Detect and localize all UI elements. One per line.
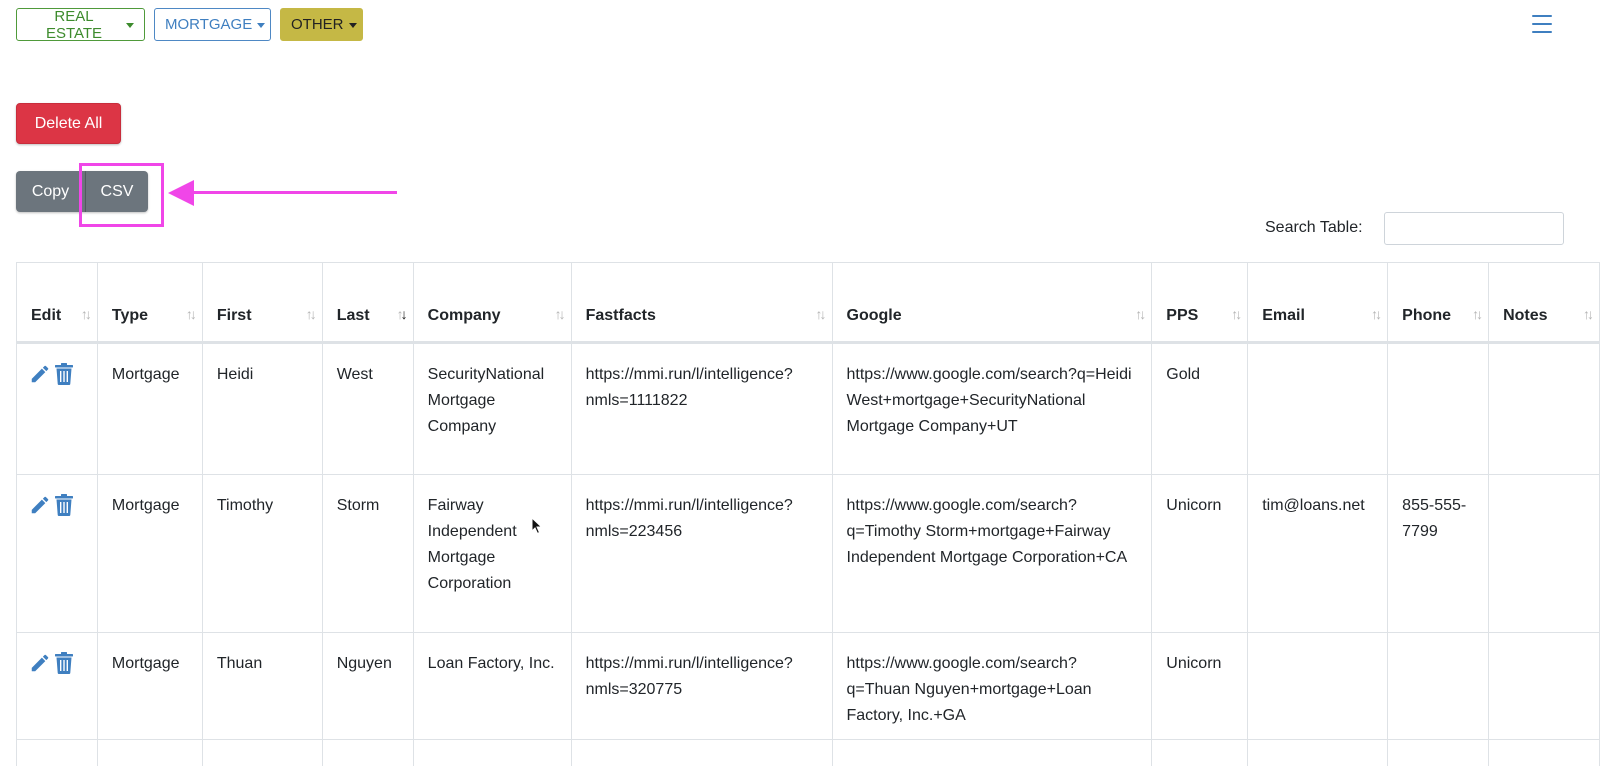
cell-email	[1248, 633, 1388, 740]
column-header-type[interactable]: Type ↑↓	[97, 263, 202, 343]
cell-first: Timothy	[202, 475, 322, 633]
csv-button[interactable]: CSV	[86, 171, 148, 212]
sort-arrows-icon: ↑↓	[1583, 306, 1591, 322]
cell-email: tim@loans.net	[1248, 475, 1388, 633]
edit-cell	[17, 475, 98, 633]
column-header-notes[interactable]: Notes ↑↓	[1489, 263, 1600, 343]
cell-google: https://www.google.com/search?q=Timothy Storm+mortgage+Fairway Independent Mortgage Corporation+CA	[832, 475, 1152, 633]
table-row	[17, 633, 1600, 740]
caret-down-icon	[257, 23, 265, 28]
table-header-row	[17, 263, 1600, 343]
data-table	[16, 262, 1600, 766]
nav-mortgage-dropdown[interactable]	[154, 8, 271, 41]
cell-pps: Gold	[1152, 343, 1248, 475]
caret-down-icon	[126, 23, 134, 28]
nav-real-estate-label: REAL ESTATE	[45, 7, 103, 42]
cell-type: Mortgage	[97, 633, 202, 740]
cell-last: Nguyen	[322, 633, 413, 740]
export-button-group	[16, 171, 148, 212]
sort-arrows-icon: ↑↓	[1135, 306, 1144, 322]
cell-fastfacts: https://mmi.run/l/intelligence?nmls=223456	[571, 475, 832, 633]
edit-cell	[17, 633, 98, 740]
cell-phone: 855-555-7799	[1388, 475, 1489, 633]
column-header-email[interactable]: Email ↑↓	[1248, 263, 1388, 343]
cell-notes	[1489, 475, 1600, 633]
table-row	[17, 343, 1600, 475]
column-header-edit[interactable]: Edit ↑↓	[17, 263, 98, 343]
cell-notes	[1489, 343, 1600, 475]
sort-arrows-icon: ↑↓	[1371, 306, 1380, 322]
cell-last: Storm	[322, 475, 413, 633]
cell-first: Thuan	[202, 633, 322, 740]
cell-pps: Unicorn	[1152, 475, 1248, 633]
sort-arrows-icon: ↑↓	[305, 306, 314, 322]
sort-arrows-icon: ↑↓	[1472, 306, 1481, 322]
table-row	[17, 475, 1600, 633]
column-header-phone[interactable]: Phone ↑↓	[1388, 263, 1489, 343]
nav-real-estate-dropdown[interactable]	[16, 8, 145, 41]
cell-company: Loan Factory, Inc.	[413, 633, 571, 740]
trash-icon[interactable]	[55, 363, 73, 394]
column-header-first[interactable]: First ↑↓	[202, 263, 322, 343]
pencil-icon[interactable]	[29, 494, 51, 525]
sort-arrows-icon: ↑↓	[396, 306, 405, 322]
cell-first: Heidi	[202, 343, 322, 475]
cell-fastfacts: https://mmi.run/l/intelligence?nmls=320775	[571, 633, 832, 740]
column-header-company[interactable]: Company ↑↓	[413, 263, 571, 343]
cell-company: SecurityNational Mortgage Company	[413, 343, 571, 475]
cell-type: Mortgage	[97, 475, 202, 633]
search-input[interactable]	[1384, 212, 1564, 245]
search-label: Search Table:	[1265, 219, 1363, 236]
cell-phone	[1388, 343, 1489, 475]
column-header-last[interactable]: Last ↑↓	[322, 263, 413, 343]
cell-type: Mortgage	[97, 343, 202, 475]
trash-icon[interactable]	[55, 652, 73, 683]
trash-icon[interactable]	[55, 494, 73, 525]
column-header-pps[interactable]: PPS ↑↓	[1152, 263, 1248, 343]
cell-pps: Unicorn	[1152, 633, 1248, 740]
copy-button[interactable]: Copy	[16, 171, 86, 212]
mouse-cursor-icon	[531, 517, 543, 535]
column-header-fastfacts[interactable]: Fastfacts ↑↓	[571, 263, 832, 343]
hamburger-menu-icon[interactable]	[1532, 15, 1552, 33]
table-row	[17, 740, 1600, 766]
annotation-arrow-line	[190, 191, 397, 194]
edit-cell	[17, 343, 98, 475]
sort-arrows-icon: ↑↓	[554, 306, 563, 322]
sort-arrows-icon: ↑↓	[1231, 306, 1240, 322]
column-header-google[interactable]: Google ↑↓	[832, 263, 1152, 343]
cell-email	[1248, 343, 1388, 475]
cell-notes	[1489, 633, 1600, 740]
cell-google: https://www.google.com/search?q=Thuan Nguyen+mortgage+Loan Factory, Inc.+GA	[832, 633, 1152, 740]
nav-mortgage-label: MORTGAGE	[165, 16, 253, 33]
cell-google: https://www.google.com/search?q=Heidi West+mortgage+SecurityNational Mortgage Company+UT	[832, 343, 1152, 475]
pencil-icon[interactable]	[29, 652, 51, 683]
caret-down-icon	[349, 23, 357, 28]
sort-arrows-icon: ↑↓	[185, 306, 194, 322]
delete-all-button[interactable]: Delete All	[16, 103, 121, 144]
cell-fastfacts: https://mmi.run/l/intelligence?nmls=1111822	[571, 343, 832, 475]
cell-company: Fairway Independent Mortgage Corporation	[413, 475, 571, 633]
cell-phone	[1388, 633, 1489, 740]
cell-last: West	[322, 343, 413, 475]
data-table-container	[16, 262, 1600, 766]
nav-other-label: OTHER	[291, 16, 344, 33]
sort-arrows-icon: ↑↓	[80, 306, 89, 322]
sort-arrows-icon: ↑↓	[815, 306, 824, 322]
pencil-icon[interactable]	[29, 363, 51, 394]
nav-other-dropdown[interactable]	[280, 8, 363, 41]
